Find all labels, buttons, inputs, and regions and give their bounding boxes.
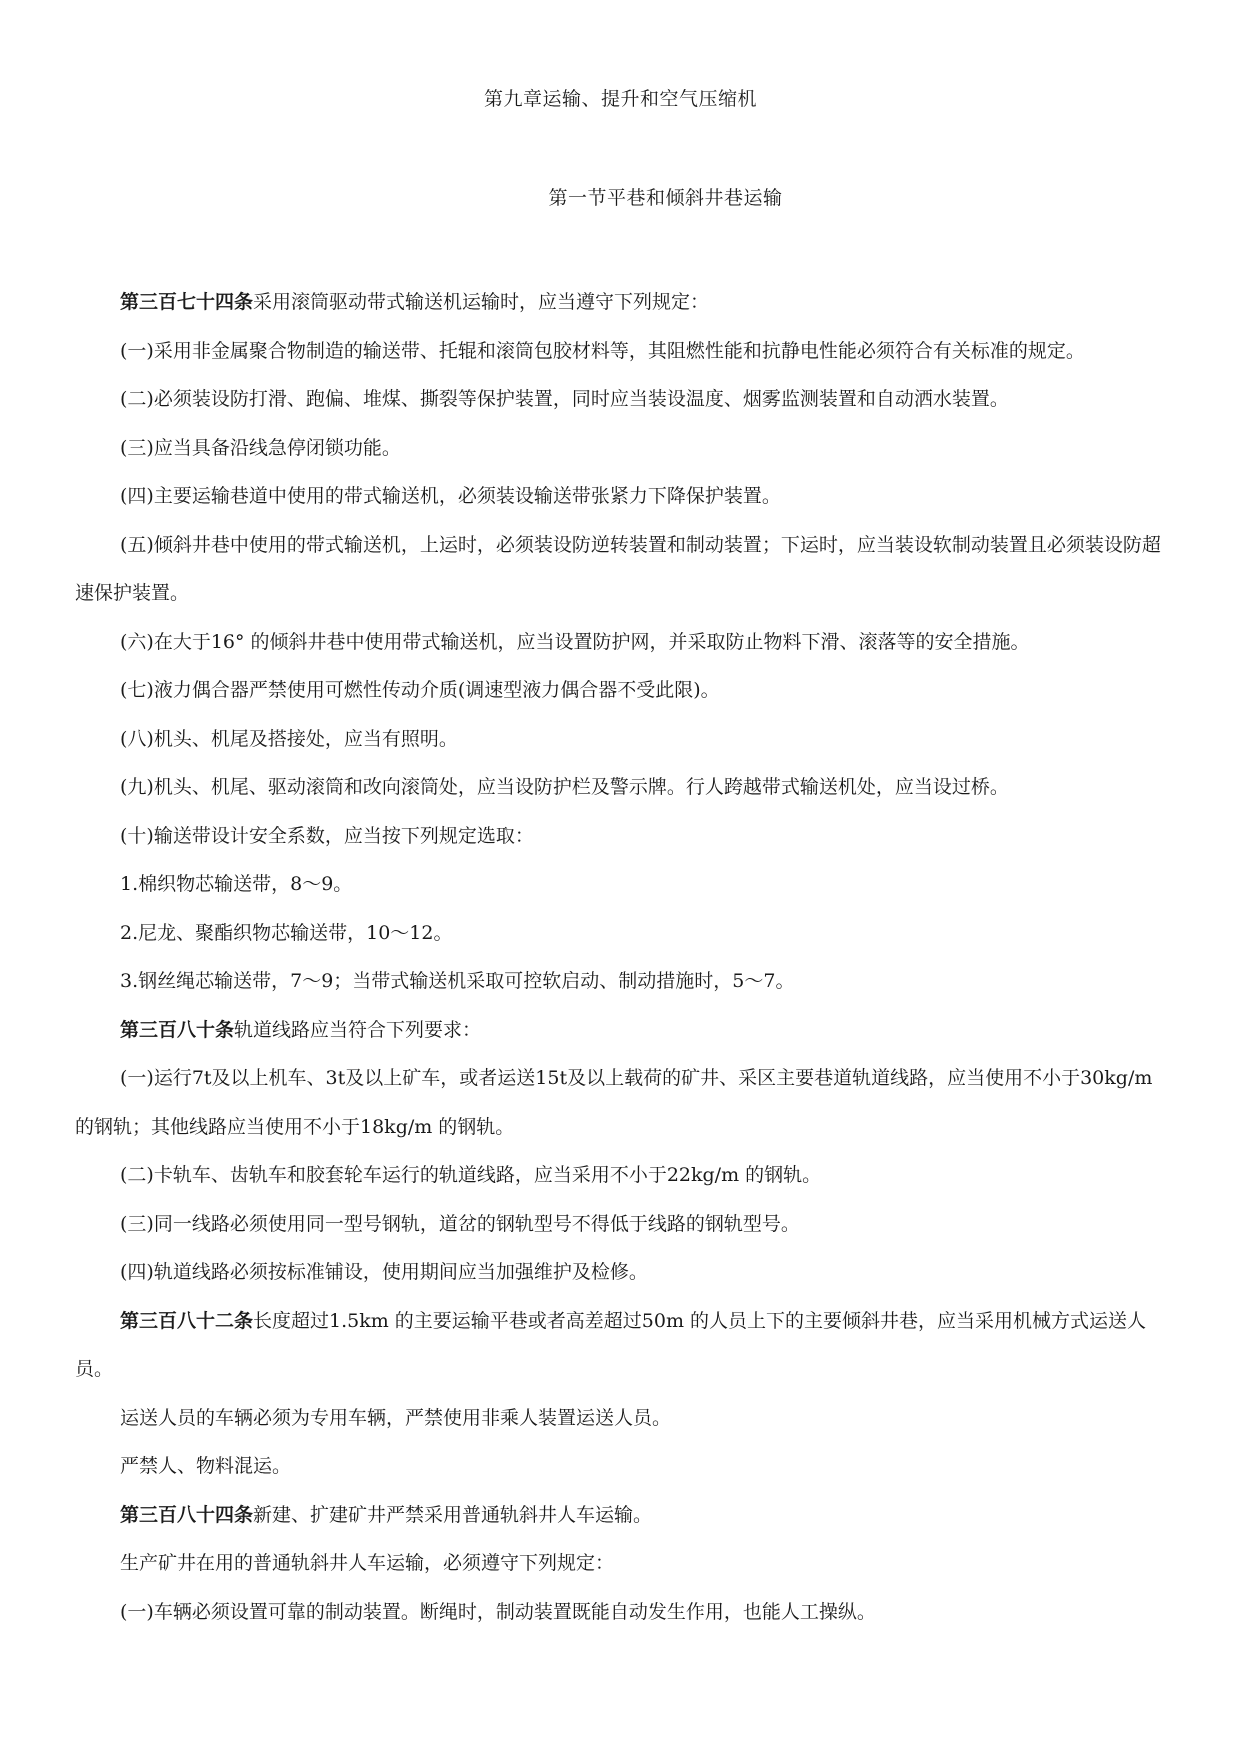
paragraph-text: (六)在大于16° 的倾斜井巷中使用带式输送机，应当设置防护网，并采取防止物料下滑、滚落等的安全措施。 [120,630,1030,653]
paragraph [75,375,1167,424]
paragraph-text: 轨道线路应当符合下列要求： [234,1018,482,1041]
paragraph [75,812,1167,861]
paragraph-text: (一)运行7t及以上机车、3t及以上矿车，或者运送15t及以上载荷的矿井、采区主要巷道轨道线路，应当使用不小于30kg/m 的钢轨；其他线路应当使用不小于18kg/m 的钢轨。 [75,1067,1153,1138]
paragraph [75,472,1167,521]
paragraph [75,424,1167,473]
paragraph-text: (四)轨道线路必须按标准铺设，使用期间应当加强维护及检修。 [120,1261,648,1283]
paragraph [75,666,1167,715]
document-body [75,278,1167,1636]
paragraph-text: (五)倾斜井巷中使用的带式输送机，上运时，必须装设防逆转装置和制动装置；下运时，应当装设软制动装置且必须装设防超速保护装置。 [75,533,1161,604]
paragraph [75,909,1167,958]
section-title: 第一节平巷和倾斜井巷运输 [548,187,783,209]
paragraph-text: (一)车辆必须设置可靠的制动装置。断绳时，制动装置既能自动发生作用，也能人工操纵。 [120,1600,876,1623]
paragraph-text: (八)机头、机尾及搭接处，应当有照明。 [120,727,458,750]
paragraph [75,521,1167,618]
paragraph-text: 3.钢丝绳芯输送带，7～9；当带式输送机采取可控软启动、制动措施时，5～7。 [120,970,795,992]
paragraph-text: 2.尼龙、聚酯织物芯输送带，10～12。 [120,921,453,944]
paragraph [75,763,1167,812]
paragraph [75,1442,1167,1491]
paragraph-text: (三)应当具备沿线急停闭锁功能。 [120,436,401,459]
paragraph-text: 长度超过1.5km 的主要运输平巷或者高差超过50m 的人员上下的主要倾斜井巷，应当采用机械方式运送人员。 [75,1309,1147,1380]
paragraph [75,860,1167,909]
paragraph-text: 运送人员的车辆必须为专用车辆，严禁使用非乘人装置运送人员。 [120,1406,672,1429]
paragraph-text: (四)主要运输巷道中使用的带式输送机，必须装设输送带张紧力下降保护装置。 [120,485,781,507]
paragraph [75,1248,1167,1297]
paragraph [75,715,1167,764]
paragraph [75,1151,1167,1200]
article-number: 第三百七十四条 [120,291,254,313]
paragraph-text: 生产矿井在用的普通轨斜井人车运输，必须遵守下列规定： [120,1552,615,1574]
paragraph [75,1491,1167,1540]
paragraph-text: 采用滚筒驱动带式输送机运输时，应当遵守下列规定： [253,291,710,313]
paragraph-text: (九)机头、机尾、驱动滚筒和改向滚筒处，应当设防护栏及警示牌。行人跨越带式输送机处，应当设过桥。 [120,776,1009,798]
article-number: 第三百八十二条 [120,1309,254,1332]
paragraph-text: (二)卡轨车、齿轨车和胶套轮车运行的轨道线路，应当采用不小于22kg/m 的钢轨。 [120,1164,822,1186]
paragraph [75,1539,1167,1588]
paragraph-text: (二)必须装设防打滑、跑偏、堆煤、撕裂等保护装置，同时应当装设温度、烟雾监测装置和自动洒水装置。 [120,388,1009,410]
article-number: 第三百八十四条 [120,1503,254,1526]
paragraph [75,1394,1167,1443]
paragraph-text: (一)采用非金属聚合物制造的输送带、托辊和滚筒包胶材料等，其阻燃性能和抗静电性能必须符合有关标准的规定。 [120,339,1085,362]
paragraph [75,1297,1167,1394]
paragraph-text: 严禁人、物料混运。 [120,1455,292,1477]
chapter-title: 第九章运输、提升和空气压缩机 [483,88,757,110]
paragraph [75,327,1167,376]
paragraph-text: 新建、扩建矿井严禁采用普通轨斜井人车运输。 [253,1503,653,1526]
paragraph [75,1200,1167,1249]
paragraph [75,278,1167,327]
paragraph-text: (七)液力偶合器严禁使用可燃性传动介质(调速型液力偶合器不受此限)。 [120,679,720,701]
paragraph [75,618,1167,667]
paragraph-text: (三)同一线路必须使用同一型号钢轨，道岔的钢轨型号不得低于线路的钢轨型号。 [120,1212,800,1235]
paragraph-text: (十)输送带设计安全系数，应当按下列规定选取： [120,824,534,847]
paragraph [75,1006,1167,1055]
paragraph-text: 1.棉织物芯输送带，8～9。 [120,873,353,895]
paragraph [75,1588,1167,1637]
article-number: 第三百八十条 [120,1018,235,1041]
paragraph [75,1054,1167,1151]
paragraph [75,957,1167,1006]
